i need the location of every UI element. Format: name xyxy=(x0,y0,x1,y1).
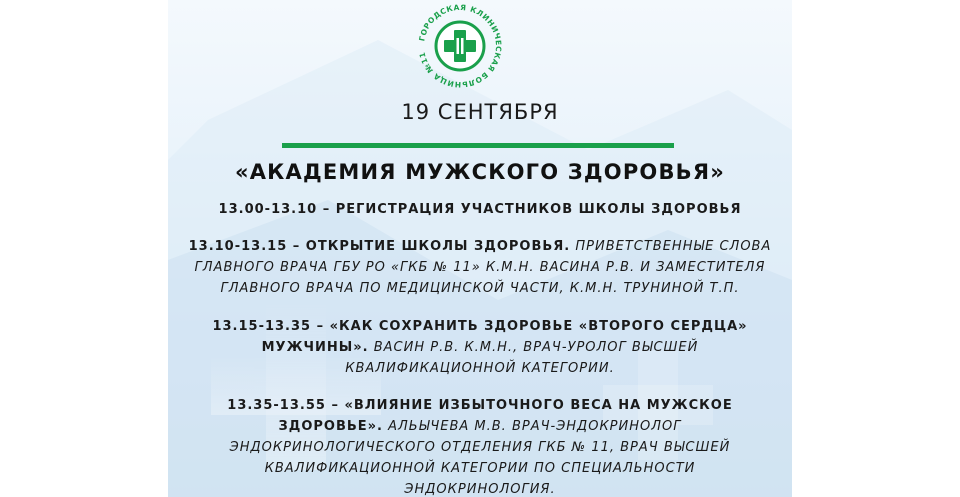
schedule-item-2 xyxy=(0,236,960,299)
schedule-item-4-desc-2: ЭНДОКРИНОЛОГИЧЕСКОГО ОТДЕЛЕНИЯ ГКБ № 11, ВРАЧ ВЫСШЕЙ xyxy=(229,440,731,455)
schedule-item-1 xyxy=(0,199,960,220)
schedule-item-4-topic-1: 13.35-13.55 – «ВЛИЯНИЕ ИЗБЫТОЧНОГО ВЕСА НА МУЖСКОЕ xyxy=(227,398,733,413)
schedule-item-1-line-1: 13.00-13.10 – РЕГИСТРАЦИЯ УЧАСТНИКОВ ШКОЛЫ ЗДОРОВЬЯ xyxy=(218,202,742,217)
schedule-item-2-topic: 13.10-13.15 – ОТКРЫТИЕ ШКОЛЫ ЗДОРОВЬЯ. xyxy=(188,239,571,254)
green-divider xyxy=(282,143,674,148)
schedule-item-2-desc-2: ГЛАВНОГО ВРАЧА ГБУ РО «ГКБ № 11» К.М.Н. ВАСИНА Р.В. И ЗАМЕСТИТЕЛЯ xyxy=(194,260,766,275)
schedule-item-4-desc-4: ЭНДОКРИНОЛОГИЯ. xyxy=(404,482,556,497)
schedule-item-3-topic-1: 13.15-13.35 – «КАК СОХРАНИТЬ ЗДОРОВЬЕ «ВТОРОГО СЕРДЦА» xyxy=(212,319,748,334)
schedule-item-3-desc-2: КВАЛИФИКАЦИОННОЙ КАТЕГОРИИ. xyxy=(345,361,615,376)
schedule-item-3-topic-2: МУЖЧИНЫ». xyxy=(261,340,369,355)
hospital-logo xyxy=(416,2,504,90)
schedule-item-4-desc-3: КВАЛИФИКАЦИОННОЙ КАТЕГОРИИ ПО СПЕЦИАЛЬНОСТИ xyxy=(264,461,696,476)
schedule-item-4-desc-1: АЛЬЫЧЕВА М.В. ВРАЧ-ЭНДОКРИНОЛОГ xyxy=(382,419,682,434)
schedule-item-4 xyxy=(0,395,960,497)
schedule-item-2-desc-1: ПРИВЕТСТВЕННЫЕ СЛОВА xyxy=(570,239,772,254)
logo-ring-text: ГОРОДСКАЯ КЛИНИЧЕСКАЯ БОЛЬНИЦА №11 xyxy=(417,2,504,90)
schedule-item-3 xyxy=(0,316,960,379)
event-date: 19 СЕНТЯБРЯ xyxy=(401,100,559,124)
schedule-item-4-topic-2: ЗДОРОВЬЕ». xyxy=(278,419,383,434)
schedule-item-2-desc-3: ГЛАВНОГО ВРАЧА ПО МЕДИЦИНСКОЙ ЧАСТИ, К.М.Н. ТРУНИНОЙ Т.П. xyxy=(220,281,740,296)
event-title: «АКАДЕМИЯ МУЖСКОГО ЗДОРОВЬЯ» xyxy=(234,160,726,184)
schedule-item-3-desc-1: ВАСИН Р.В. К.М.Н., ВРАЧ-УРОЛОГ ВЫСШЕЙ xyxy=(368,340,699,355)
